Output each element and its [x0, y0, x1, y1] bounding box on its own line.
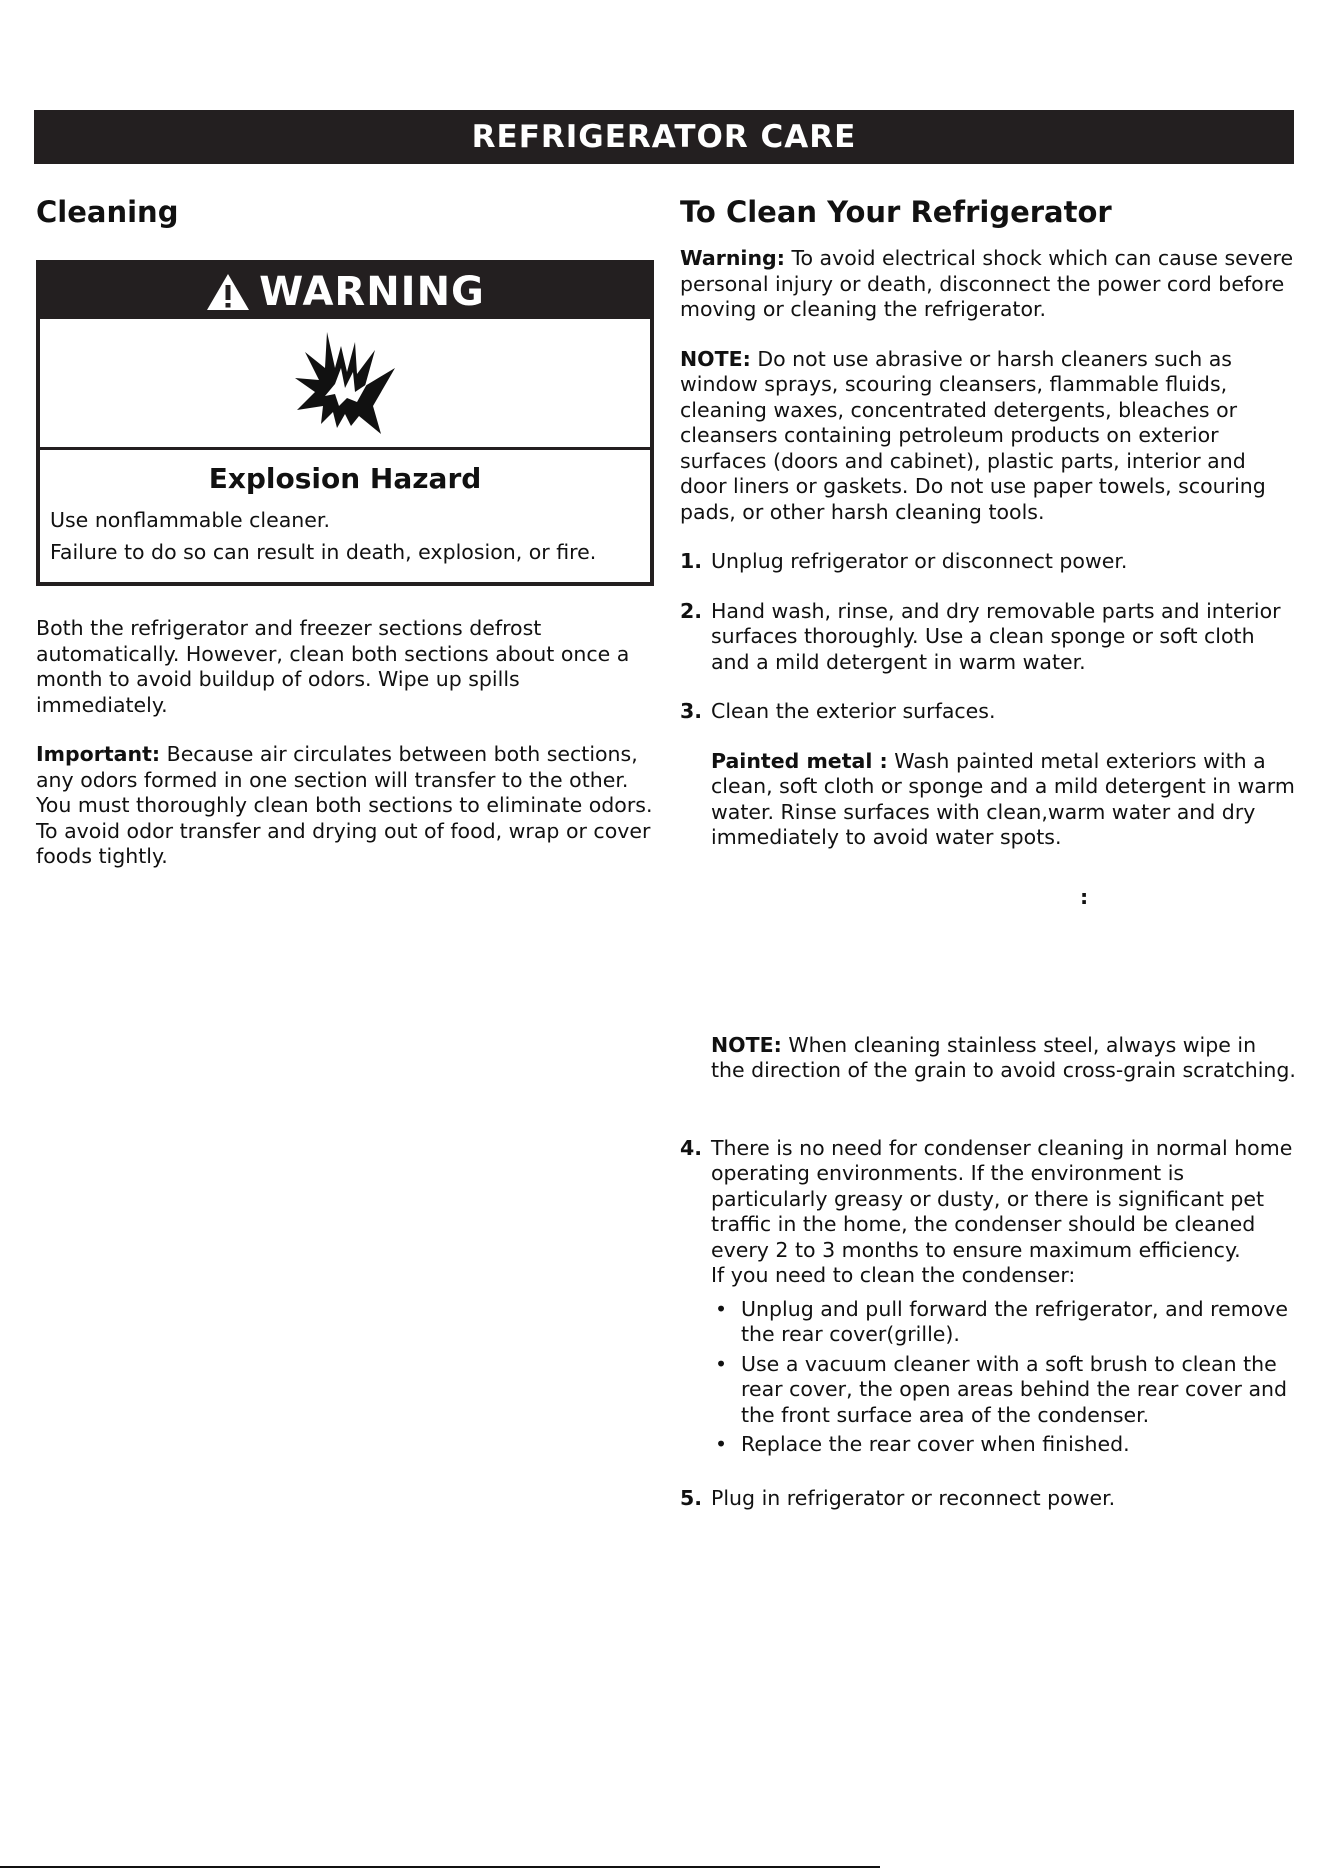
- stray-colon: :: [1080, 884, 1089, 909]
- step-text: Plug in refrigerator or reconnect power.: [711, 1485, 1116, 1510]
- stainless-note-text: When cleaning stainless steel, always wipe in the direction of the grain to avoid cross-grain scratching.: [711, 1032, 1296, 1082]
- important-label: Important:: [36, 742, 161, 766]
- step-number: 1.: [680, 549, 703, 573]
- warning-label: Warning:: [680, 246, 785, 270]
- step-text: There is no need for condenser cleaning in normal home operating environments. If the environment is particularly greasy or dusty, or there is significant pet traffic in the home, the condenser should be cleaned every 2 to 3 months to ensure maximum efficiency.: [711, 1135, 1293, 1262]
- warning-paragraph: [680, 246, 1296, 323]
- explosion-icon: [285, 328, 405, 438]
- step-text: Unplug refrigerator or disconnect power.: [711, 549, 1128, 573]
- explosion-icon-panel: [40, 319, 650, 450]
- important-paragraph: [36, 742, 654, 870]
- painted-metal-text: Wash painted metal exteriors with a clean, soft cloth or sponge and a mild detergent in warm water. Rinse surfaces with clean,warm water and dry immediately to avoid water spots.: [711, 748, 1295, 849]
- condenser-bullets: [711, 1297, 1296, 1458]
- warning-text: To avoid electrical shock which can cause severe personal injury or death, disconnect the power cord before moving or cleaning the refrigerator.: [680, 246, 1294, 321]
- bullet-item: • Replace the rear cover when finished.: [741, 1432, 1296, 1458]
- stainless-note-paragraph: [711, 1033, 1296, 1084]
- clean-refrigerator-heading: To Clean Your Refrigerator: [680, 195, 1112, 229]
- step-text: Clean the exterior surfaces.: [711, 699, 996, 723]
- step-4-body: [711, 1136, 1296, 1462]
- painted-metal-paragraph: [711, 749, 1296, 851]
- bullet-item: • Use a vacuum cleaner with a soft brush to clean the rear cover, the open areas behind the rear cover and the front surface area of the condenser.: [741, 1352, 1296, 1429]
- step-text: Hand wash, rinse, and dry removable parts and interior surfaces thoroughly. Use a clean sponge or soft cloth and a mild detergent in warm water.: [711, 598, 1281, 674]
- step-number: 3.: [680, 699, 703, 723]
- right-column: [680, 190, 1296, 1511]
- warning-header-text: WARNING: [259, 268, 485, 315]
- warning-box: [36, 260, 654, 586]
- warning-header: [40, 264, 650, 319]
- step-5: [680, 1486, 1296, 1512]
- step-number: 5.: [680, 1485, 703, 1510]
- left-column: [36, 190, 654, 870]
- important-text: Because air circulates between both sections, any odors formed in one section will transfer to the other. You must thoroughly clean both sections to eliminate odors. To avoid odor transfer and drying out of food, wrap or cover foods tightly.: [36, 742, 653, 868]
- note-label: NOTE:: [680, 346, 751, 371]
- painted-metal-label: Painted metal :: [711, 748, 888, 773]
- step-4: [680, 1136, 1296, 1462]
- condenser-intro: If you need to clean the condenser:: [711, 1263, 1076, 1287]
- step-2: [680, 599, 1296, 676]
- bullet-item: • Unplug and pull forward the refrigerator, and remove the rear cover(grille).: [741, 1297, 1296, 1348]
- note-paragraph: [680, 347, 1296, 526]
- warning-lines: [40, 498, 650, 582]
- cleaning-heading: Cleaning: [36, 195, 179, 229]
- warning-line-2: Failure to do so can result in death, explosion, or fire.: [50, 540, 597, 564]
- defrost-paragraph: Both the refrigerator and freezer sections defrost automatically. However, clean both sections about once a month to avoid buildup of odors. Wipe up spills immediately.: [36, 616, 630, 717]
- step-number: 2.: [680, 598, 703, 623]
- warning-line-1: Use nonflammable cleaner.: [50, 508, 330, 532]
- section-banner: REFRIGERATOR CARE: [34, 110, 1294, 164]
- step-1: [680, 549, 1296, 575]
- step-3: [680, 699, 1296, 725]
- note-text: Do not use abrasive or harsh cleaners such as window sprays, scouring cleansers, flammable fluids, cleaning waxes, concentrated detergents, bleaches or cleansers containing petroleum products on exterior surfaces (doors and cabinet), plastic parts, interior and door liners or gaskets. Do not use paper towels, scouring pads, or other harsh cleaning tools.: [680, 346, 1266, 524]
- warning-triangle-icon: [205, 272, 251, 312]
- hazard-title: Explosion Hazard: [208, 462, 482, 495]
- stainless-note-label: NOTE:: [711, 1032, 782, 1057]
- step-number: 4.: [680, 1135, 703, 1160]
- footer-rule: [0, 1866, 880, 1868]
